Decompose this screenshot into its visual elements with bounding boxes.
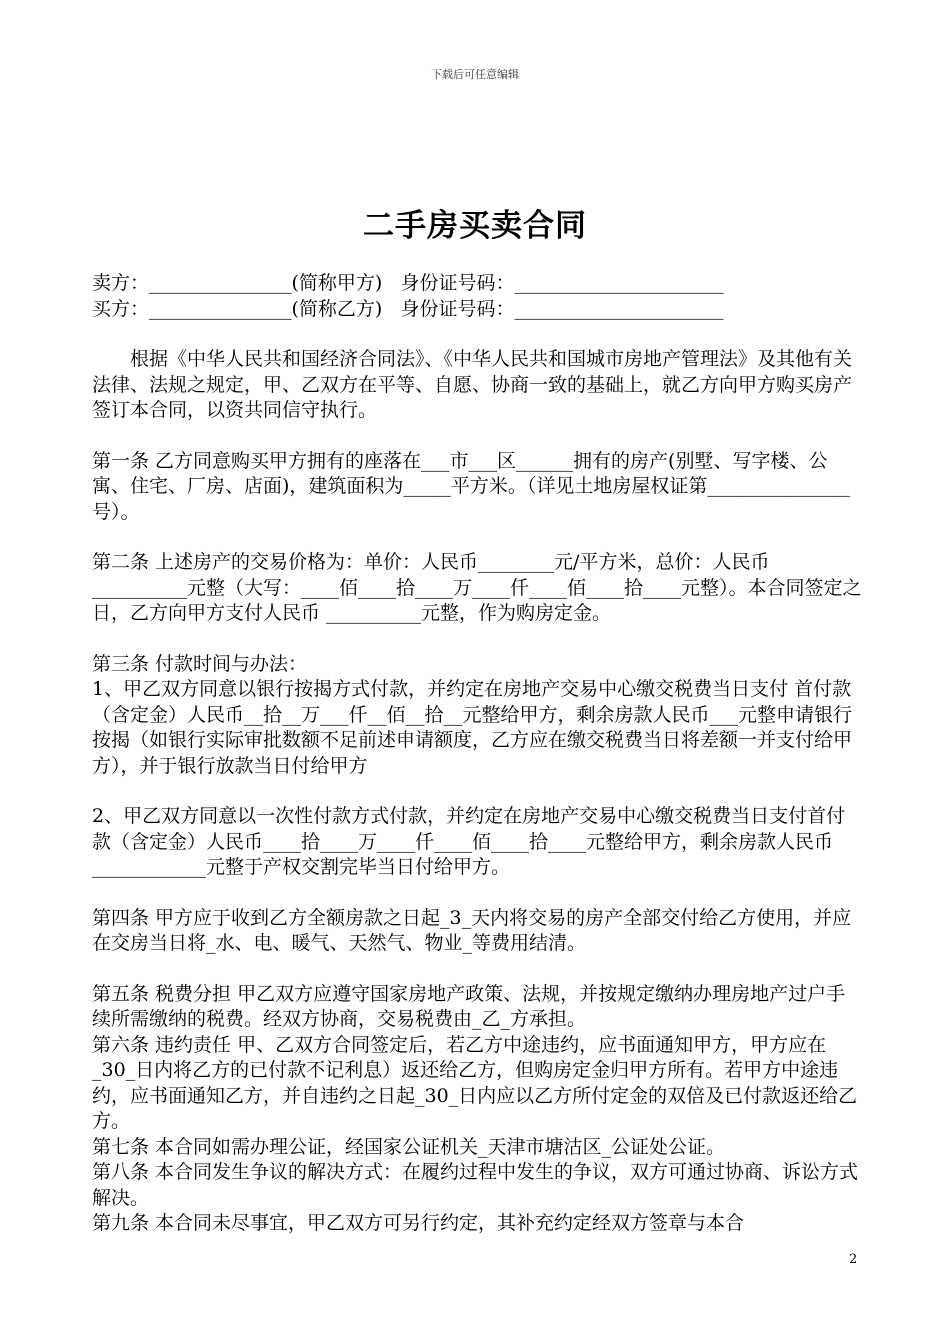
article-3-title: 第三条 付款时间与办法： [92,652,308,675]
article-1: 第一条 乙方同意购买甲方拥有的座落在___市___区______拥有的房产(别墅、写字楼、公寓、住宅、厂房、店面)，建筑面积为_____平方米。（详见土地房屋权证第_______________号）。 [92,449,850,523]
article-3-clause-1: 1、甲乙双方同意以银行按揭方式付款，并约定在房地产交易中心缴交税费当日支付 首付款（含定金）人民币__拾__万___仟__佰__拾__元整给甲方，剩余房款人民币___元整申请银行按揭（如银行实际审批数额不足前述申请额度，乙方应在缴交税费当日将差额一并支付给甲方），并于银行放款当日付给甲方 [92,678,853,777]
article-4: 第四条 甲方应于收到乙方全额房款之日起_3_天内将交易的房产全部交付给乙方使用，并应在交房当日将_水、电、暖气、天然气、物业_等费用结清。 [92,906,852,954]
document-title: 二手房买卖合同 [363,208,587,244]
preamble-paragraph: 根据《中华人民共和国经济合同法》、《中华人民共和国城市房地产管理法》及其他有关法律、法规之规定，甲、乙双方在平等、自愿、协商一致的基础上，就乙方向甲方购买房产签订本合同，以资共同信守执行。 [92,348,853,421]
article-8: 第八条 本合同发生争议的解决方式：在履约过程中发生的争议，双方可通过协商、诉讼方式解决。 [92,1161,859,1209]
article-5: 第五条 税费分担 甲乙双方应遵守国家房地产政策、法规，并按规定缴纳办理房地产过户手续所需缴纳的税费。经双方协商，交易税费由_乙_方承担。 [92,982,846,1030]
buyer-line: 买方：_______________(简称乙方) 身份证号码：______________________ [92,297,724,320]
article-3-clause-2: 2、甲乙双方同意以一次性付款方式付款，并约定在房地产交易中心缴交税费当日支付首付款（含定金）人民币____拾____万____仟____佰____拾____元整给甲方，剩余房款人民币____________元整于产权交割完毕当日付给甲方。 [92,805,846,878]
page-header-note: 下载后可任意编辑 [431,68,519,81]
page-number: 2 [849,1252,858,1267]
article-7: 第七条 本合同如需办理公证，经国家公证机关_天津市塘沽区_公证处公证。 [92,1135,726,1158]
seller-line: 卖方：_______________(简称甲方) 身份证号码：______________________ [92,272,724,294]
contract-body [92,271,862,1237]
article-9: 第九条 本合同未尽事宜，甲乙双方可另行约定，其补充约定经双方签章与本合 [92,1212,745,1234]
article-2: 第二条 上述房产的交易价格为：单价：人民币________元/平方米，总价：人民币__________元整（大写：____佰____拾____万____仟____佰____拾____元整）。本合同签定之日，乙方向甲方支付人民币 __________元整，作为购房定金。 [92,551,862,624]
article-6: 第六条 违约责任 甲、乙双方合同签定后，若乙方中途违约，应书面通知甲方，甲方应在_30_日内将乙方的已付款不记利息）返还给乙方，但购房定金归甲方所有。若甲方中途违约，应书面通知乙方，并自违约之日起_30_日内应以乙方所付定金的双倍及已付款返还给乙方。 [92,1033,858,1132]
